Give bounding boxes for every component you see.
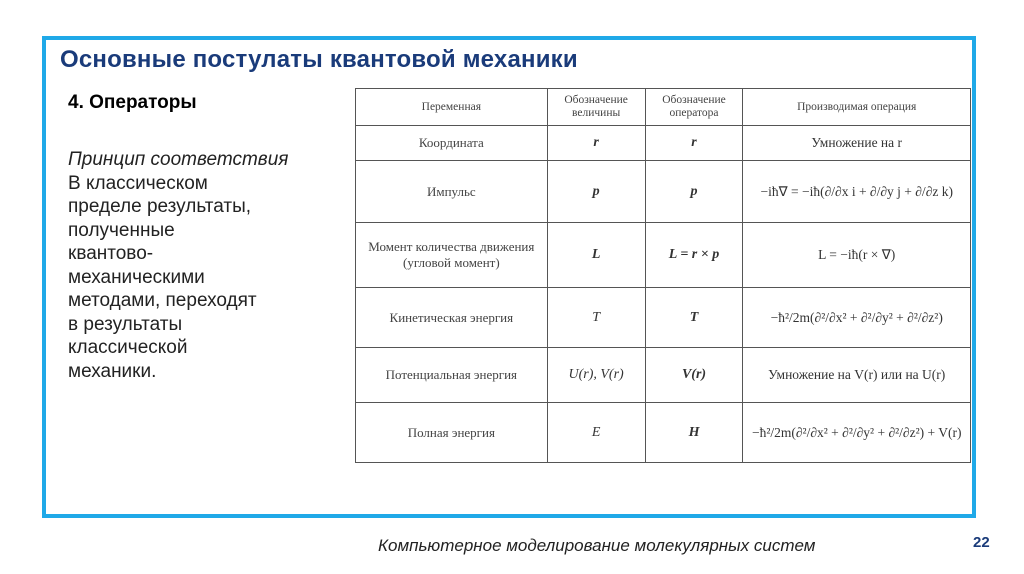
principle-text bbox=[68, 148, 338, 383]
principle-line: полученные bbox=[68, 219, 175, 241]
principle-line: методами, переходят bbox=[68, 290, 257, 311]
table-row bbox=[356, 126, 971, 161]
cell-variable: Координата bbox=[356, 126, 548, 161]
table-row bbox=[356, 223, 971, 288]
cell-symbol: r bbox=[547, 126, 645, 161]
section-heading: 4. Операторы bbox=[68, 92, 197, 113]
operators-table bbox=[355, 88, 971, 463]
cell-symbol: T bbox=[547, 288, 645, 348]
cell-variable: Кинетическая энергия bbox=[356, 288, 548, 348]
cell-operator: V(r) bbox=[645, 348, 743, 403]
principle-line: в результаты bbox=[68, 313, 183, 335]
cell-operation: Умножение на r bbox=[743, 126, 971, 161]
cell-operation: Умножение на V(r) или на U(r) bbox=[743, 348, 971, 403]
cell-symbol: E bbox=[547, 403, 645, 463]
table-row bbox=[356, 403, 971, 463]
cell-operator: T bbox=[645, 288, 743, 348]
principle-line: механическими bbox=[68, 266, 205, 288]
cell-symbol: L bbox=[547, 223, 645, 288]
cell-variable: Импульс bbox=[356, 161, 548, 223]
footer-text: Компьютерное моделирование молекулярных систем bbox=[378, 536, 816, 555]
cell-operator: r bbox=[645, 126, 743, 161]
cell-operator: L = r × p bbox=[645, 223, 743, 288]
header-operator: Обозначение оператора bbox=[645, 89, 743, 126]
principle-heading: Принцип соответствия bbox=[68, 149, 289, 170]
page-number: 22 bbox=[973, 534, 990, 551]
table-row bbox=[356, 161, 971, 223]
cell-operation: L = −iħ(r × ∇) bbox=[743, 223, 971, 288]
cell-operation: −iħ∇ = −iħ(∂/∂x i + ∂/∂y j + ∂/∂z k) bbox=[743, 161, 971, 223]
cell-operation: −ħ²/2m(∂²/∂x² + ∂²/∂y² + ∂²/∂z²) bbox=[743, 288, 971, 348]
cell-operator: p bbox=[645, 161, 743, 223]
cell-symbol: p bbox=[547, 161, 645, 223]
slide-title: Основные постулаты квантовой механики bbox=[60, 46, 578, 73]
cell-operation: −ħ²/2m(∂²/∂x² + ∂²/∂y² + ∂²/∂z²) + V(r) bbox=[743, 403, 971, 463]
cell-variable: Потенциальная энергия bbox=[356, 348, 548, 403]
principle-line: пределе результаты, bbox=[68, 196, 252, 217]
table-row bbox=[356, 288, 971, 348]
table-row bbox=[356, 348, 971, 403]
principle-line: механики. bbox=[68, 360, 157, 382]
cell-symbol: U(r), V(r) bbox=[547, 348, 645, 403]
cell-variable: Полная энергия bbox=[356, 403, 548, 463]
cell-variable: Момент количества движения (угловой момент) bbox=[356, 223, 548, 288]
principle-line: квантово- bbox=[68, 243, 154, 264]
principle-line: В классическом bbox=[68, 172, 208, 194]
header-variable: Переменная bbox=[356, 89, 548, 126]
header-symbol: Обозначение величины bbox=[547, 89, 645, 126]
header-operation: Производимая операция bbox=[743, 89, 971, 126]
cell-operator: H bbox=[645, 403, 743, 463]
table-header-row bbox=[356, 89, 971, 126]
principle-line: классической bbox=[68, 337, 188, 358]
